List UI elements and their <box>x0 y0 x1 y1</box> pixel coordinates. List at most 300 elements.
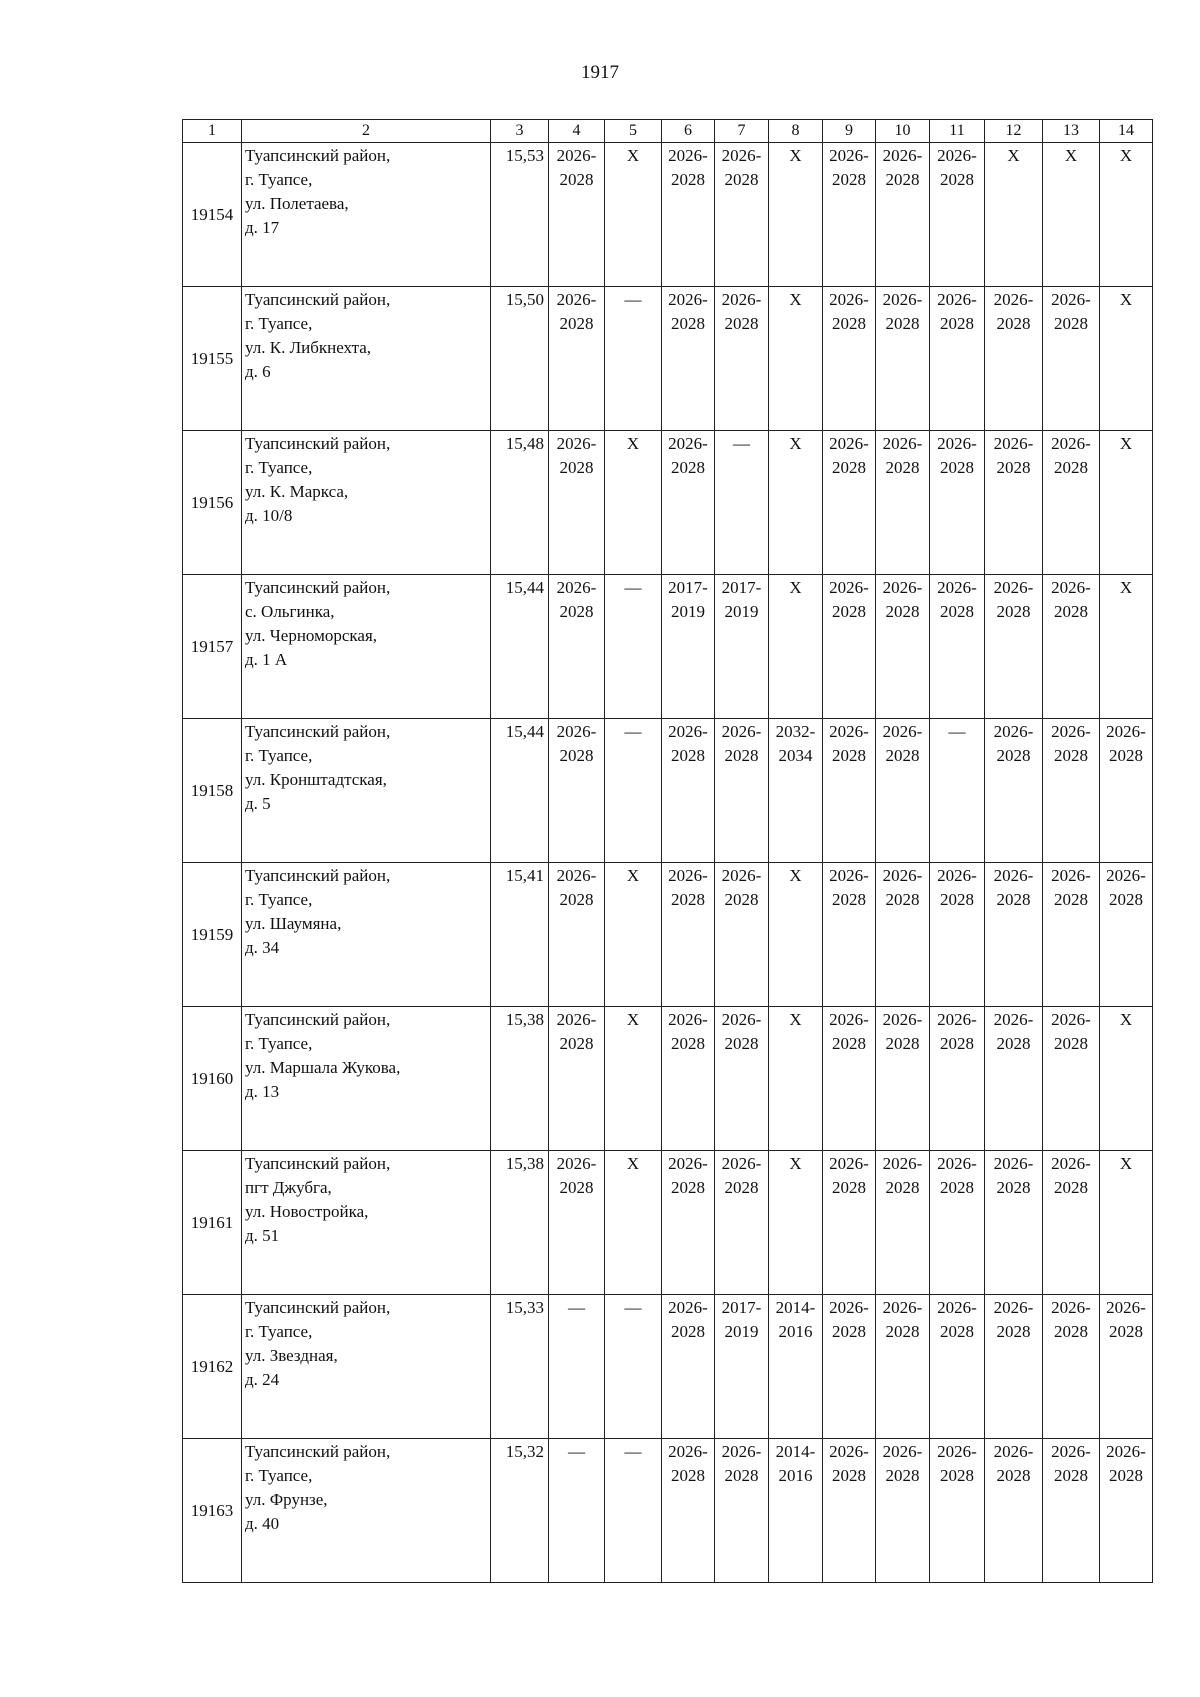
column-header: 3 <box>491 120 549 143</box>
address-line: Туапсинский район, <box>245 290 391 309</box>
cell-value: 15,44 <box>505 578 544 597</box>
cell-value: 2026- 2028 <box>721 1154 762 1197</box>
period-cell <box>985 287 1043 431</box>
period-cell <box>1100 1295 1153 1439</box>
period-cell <box>876 1439 930 1583</box>
period-cell <box>715 863 769 1007</box>
cell-value: Х <box>789 1154 802 1173</box>
table-row <box>183 287 1153 431</box>
period-cell <box>930 863 985 1007</box>
column-header: 11 <box>930 120 985 143</box>
cell-value: 2026- 2028 <box>937 290 977 333</box>
cell-value: 2026- 2028 <box>1106 1442 1146 1485</box>
period-cell <box>769 287 823 431</box>
address-cell <box>242 863 491 1007</box>
cell-value: 2026- 2028 <box>882 722 923 765</box>
address-line: Туапсинский район, <box>245 1298 391 1317</box>
cell-value: Х <box>1119 146 1133 165</box>
period-cell <box>662 143 715 287</box>
cell-value: Х <box>626 1154 640 1173</box>
area-value <box>491 431 549 575</box>
period-cell <box>605 863 662 1007</box>
cell-value: 2026- 2028 <box>993 290 1034 333</box>
period-cell <box>876 1151 930 1295</box>
row-number: 19161 <box>183 1151 242 1295</box>
column-header: 2 <box>242 120 491 143</box>
area-value <box>491 1439 549 1583</box>
cell-value: 15,53 <box>505 146 544 165</box>
address-line: д. 10/8 <box>245 506 293 525</box>
period-cell <box>549 863 605 1007</box>
column-header: 10 <box>876 120 930 143</box>
cell-value: 2026- 2028 <box>829 290 869 333</box>
address-line: г. Туапсе, <box>245 458 313 477</box>
period-cell <box>1100 575 1153 719</box>
cell-value: — <box>568 1298 585 1317</box>
period-cell <box>930 719 985 863</box>
header-row <box>183 120 1153 143</box>
address-line: с. Ольгинка, <box>245 602 335 621</box>
period-cell <box>1100 863 1153 1007</box>
address-cell <box>242 719 491 863</box>
period-cell <box>769 1295 823 1439</box>
cell-value: — <box>624 1442 642 1461</box>
address-line: Туапсинский район, <box>245 1154 391 1173</box>
address-line: ул. Фрунзе, <box>245 1490 328 1509</box>
period-cell <box>715 143 769 287</box>
period-cell <box>876 143 930 287</box>
address-line: ул. К. Либкнехта, <box>245 338 372 357</box>
cell-value: 2026- 2028 <box>1051 290 1091 333</box>
address-cell <box>242 287 491 431</box>
period-cell <box>1043 575 1100 719</box>
address-line: Туапсинский район, <box>245 1442 391 1461</box>
table-row <box>183 143 1153 287</box>
address-cell <box>242 1439 491 1583</box>
cell-value: 2026- 2028 <box>937 1298 977 1341</box>
address-line: д. 6 <box>245 362 271 381</box>
period-cell <box>715 1295 769 1439</box>
period-cell <box>662 1151 715 1295</box>
address-line: Туапсинский район, <box>245 722 391 741</box>
cell-value: Х <box>789 434 802 453</box>
cell-value: 2026- 2028 <box>556 1010 597 1053</box>
cell-value: Х <box>1007 146 1020 165</box>
cell-value: 2026- 2028 <box>1051 1154 1091 1197</box>
period-cell <box>985 719 1043 863</box>
cell-value: 2026- 2028 <box>882 578 923 621</box>
period-cell <box>605 1007 662 1151</box>
cell-value: 2026- 2028 <box>556 434 597 477</box>
cell-value: 2026- 2028 <box>829 434 869 477</box>
cell-value: 2017- 2019 <box>721 578 762 621</box>
period-cell <box>876 1007 930 1151</box>
period-cell <box>715 287 769 431</box>
period-cell <box>930 143 985 287</box>
period-cell <box>823 719 876 863</box>
cell-value: — <box>624 722 642 741</box>
cell-value: 2026- 2028 <box>882 146 923 189</box>
cell-value: 2026- 2028 <box>668 1298 708 1341</box>
period-cell <box>549 1439 605 1583</box>
period-cell <box>823 1439 876 1583</box>
cell-value: 2026- 2028 <box>993 1154 1034 1197</box>
period-cell <box>823 1151 876 1295</box>
period-cell <box>985 143 1043 287</box>
address-line: ул. Маршала Жукова, <box>245 1058 401 1077</box>
address-line: д. 5 <box>245 794 271 813</box>
period-cell <box>549 143 605 287</box>
page-number: 1917 <box>581 62 619 83</box>
period-cell <box>1100 143 1153 287</box>
area-value <box>491 1295 549 1439</box>
address-line: г. Туапсе, <box>245 314 313 333</box>
cell-value: 2026- 2028 <box>993 1298 1034 1341</box>
address-line: д. 24 <box>245 1370 280 1389</box>
row-number: 19155 <box>183 287 242 431</box>
cell-value: 2026- 2028 <box>829 1154 869 1197</box>
row-number: 19157 <box>183 575 242 719</box>
table-row <box>183 431 1153 575</box>
cell-value: 15,32 <box>505 1442 544 1461</box>
cell-value: 2026- 2028 <box>668 1154 708 1197</box>
period-cell <box>605 575 662 719</box>
period-cell <box>1100 1439 1153 1583</box>
period-cell <box>1043 1151 1100 1295</box>
cell-value: 2026- 2028 <box>556 866 597 909</box>
period-cell <box>769 1151 823 1295</box>
cell-value: 2017- 2019 <box>721 1298 762 1341</box>
period-cell <box>605 719 662 863</box>
period-cell <box>769 1007 823 1151</box>
row-number: 19163 <box>183 1439 242 1583</box>
address-line: г. Туапсе, <box>245 170 313 189</box>
cell-value: 2026- 2028 <box>829 722 869 765</box>
cell-value: 2026- 2028 <box>556 146 597 189</box>
cell-value: 15,38 <box>505 1154 544 1173</box>
period-cell <box>605 1295 662 1439</box>
period-cell <box>930 1007 985 1151</box>
cell-value: 2026- 2028 <box>1051 866 1091 909</box>
cell-value: 15,50 <box>505 290 544 309</box>
address-cell <box>242 431 491 575</box>
address-cell <box>242 1007 491 1151</box>
period-cell <box>662 863 715 1007</box>
cell-value: 2026- 2028 <box>829 1442 869 1485</box>
cell-value: — <box>733 434 750 453</box>
cell-value: Х <box>789 290 802 309</box>
cell-value: 2026- 2028 <box>937 146 977 189</box>
address-line: г. Туапсе, <box>245 890 313 909</box>
period-cell <box>1043 431 1100 575</box>
cell-value: 2026- 2028 <box>721 290 762 333</box>
period-cell <box>662 1439 715 1583</box>
period-cell <box>549 287 605 431</box>
column-header: 12 <box>985 120 1043 143</box>
cell-value: Х <box>626 434 640 453</box>
period-cell <box>985 1151 1043 1295</box>
address-line: д. 13 <box>245 1082 280 1101</box>
period-cell <box>985 575 1043 719</box>
period-cell <box>769 143 823 287</box>
period-cell <box>1043 719 1100 863</box>
period-cell <box>1043 1295 1100 1439</box>
cell-value: 2026- 2028 <box>721 146 762 189</box>
address-line: ул. Новостройка, <box>245 1202 369 1221</box>
period-cell <box>715 1007 769 1151</box>
period-cell <box>715 1151 769 1295</box>
area-value <box>491 575 549 719</box>
period-cell <box>930 1439 985 1583</box>
row-number: 19158 <box>183 719 242 863</box>
address-line: г. Туапсе, <box>245 1466 313 1485</box>
address-cell <box>242 1295 491 1439</box>
address-line: ул. Черноморская, <box>245 626 378 645</box>
address-line: Туапсинский район, <box>245 434 391 453</box>
cell-value: 2026- 2028 <box>721 1010 762 1053</box>
cell-value: 2026- 2028 <box>882 866 923 909</box>
period-cell <box>1043 1439 1100 1583</box>
cell-value: 2026- 2028 <box>993 434 1034 477</box>
period-cell <box>823 575 876 719</box>
cell-value: Х <box>1064 146 1078 165</box>
cell-value: 2026- 2028 <box>1051 722 1091 765</box>
column-header: 9 <box>823 120 876 143</box>
cell-value: 2026- 2028 <box>556 1154 597 1197</box>
table-row <box>183 1007 1153 1151</box>
cell-value: 2026- 2028 <box>556 722 597 765</box>
period-cell <box>605 1439 662 1583</box>
cell-value: 2026- 2028 <box>1051 578 1091 621</box>
address-line: ул. К. Маркса, <box>245 482 349 501</box>
cell-value: 2026- 2028 <box>937 434 977 477</box>
cell-value: 2026- 2028 <box>668 1442 708 1485</box>
column-header: 5 <box>605 120 662 143</box>
period-cell <box>1043 143 1100 287</box>
period-cell <box>662 287 715 431</box>
period-cell <box>1043 863 1100 1007</box>
cell-value: 2026- 2028 <box>668 722 708 765</box>
address-line: д. 40 <box>245 1514 280 1533</box>
period-cell <box>662 1007 715 1151</box>
address-line: г. Туапсе, <box>245 1034 313 1053</box>
period-cell <box>662 719 715 863</box>
period-cell <box>1043 287 1100 431</box>
column-header: 6 <box>662 120 715 143</box>
cell-value: — <box>568 1442 585 1461</box>
period-cell <box>985 863 1043 1007</box>
table-row <box>183 863 1153 1007</box>
table-row <box>183 1295 1153 1439</box>
period-cell <box>549 1295 605 1439</box>
period-cell <box>769 863 823 1007</box>
cell-value: 2026- 2028 <box>882 290 923 333</box>
cell-value: 2026- 2028 <box>1051 1442 1091 1485</box>
cell-value: 2026- 2028 <box>668 866 708 909</box>
address-line: Туапсинский район, <box>245 578 391 597</box>
period-cell <box>823 1007 876 1151</box>
cell-value: 2014- 2016 <box>775 1442 816 1485</box>
cell-value: Х <box>789 1010 802 1029</box>
row-number: 19159 <box>183 863 242 1007</box>
column-header: 1 <box>183 120 242 143</box>
cell-value: 2026- 2028 <box>882 1298 923 1341</box>
cell-value: 2026- 2028 <box>668 434 708 477</box>
cell-value: — <box>624 1298 642 1317</box>
cell-value: 2026- 2028 <box>993 722 1034 765</box>
cell-value: Х <box>626 1010 640 1029</box>
address-line: ул. Кронштадтская, <box>245 770 387 789</box>
cell-value: 2026- 2028 <box>993 1010 1034 1053</box>
cell-value: Х <box>626 866 640 885</box>
cell-value: 2032- 2034 <box>775 722 816 765</box>
address-line: ул. Звездная, <box>245 1346 338 1365</box>
period-cell <box>715 575 769 719</box>
row-number: 19156 <box>183 431 242 575</box>
address-cell <box>242 1151 491 1295</box>
address-line: д. 1 А <box>245 650 288 669</box>
area-value <box>491 863 549 1007</box>
housing-table <box>182 119 1153 1583</box>
period-cell <box>662 575 715 719</box>
cell-value: 2026- 2028 <box>1106 866 1146 909</box>
period-cell <box>823 287 876 431</box>
period-cell <box>769 575 823 719</box>
cell-value: Х <box>1119 434 1133 453</box>
cell-value: 2026- 2028 <box>668 290 708 333</box>
period-cell <box>930 287 985 431</box>
period-cell <box>769 431 823 575</box>
period-cell <box>605 1151 662 1295</box>
period-cell <box>930 1295 985 1439</box>
cell-value: 2026- 2028 <box>829 1010 869 1053</box>
address-line: г. Туапсе, <box>245 746 313 765</box>
period-cell <box>605 431 662 575</box>
period-cell <box>662 431 715 575</box>
address-line: Туапсинский район, <box>245 1010 391 1029</box>
address-line: д. 34 <box>245 938 280 957</box>
row-number: 19160 <box>183 1007 242 1151</box>
cell-value: 2026- 2028 <box>721 866 762 909</box>
row-number: 19162 <box>183 1295 242 1439</box>
period-cell <box>876 575 930 719</box>
cell-value: 2026- 2028 <box>937 1154 977 1197</box>
cell-value: 2026- 2028 <box>937 1010 977 1053</box>
cell-value: 2026- 2028 <box>1051 1298 1091 1341</box>
column-header: 14 <box>1100 120 1153 143</box>
period-cell <box>715 1439 769 1583</box>
cell-value: 2014- 2016 <box>775 1298 816 1341</box>
area-value <box>491 287 549 431</box>
period-cell <box>549 1151 605 1295</box>
cell-value: Х <box>789 578 802 597</box>
cell-value: 2026- 2028 <box>993 1442 1034 1485</box>
period-cell <box>605 143 662 287</box>
address-line: д. 51 <box>245 1226 280 1245</box>
period-cell <box>662 1295 715 1439</box>
cell-value: 2026- 2028 <box>1106 722 1146 765</box>
cell-value: 2026- 2028 <box>1051 434 1091 477</box>
period-cell <box>823 863 876 1007</box>
cell-value: — <box>624 290 642 309</box>
cell-value: 2026- 2028 <box>829 866 869 909</box>
period-cell <box>1100 1007 1153 1151</box>
cell-value: Х <box>1119 578 1133 597</box>
address-line: пгт Джубга, <box>245 1178 332 1197</box>
cell-value: 2026- 2028 <box>556 290 597 333</box>
address-cell <box>242 143 491 287</box>
cell-value: 2026- 2028 <box>829 146 869 189</box>
cell-value: 2026- 2028 <box>882 1442 923 1485</box>
column-header: 7 <box>715 120 769 143</box>
cell-value: 15,48 <box>505 434 544 453</box>
period-cell <box>769 1439 823 1583</box>
period-cell <box>823 1295 876 1439</box>
period-cell <box>985 1007 1043 1151</box>
cell-value: Х <box>626 146 640 165</box>
address-line: Туапсинский район, <box>245 146 391 165</box>
address-cell <box>242 575 491 719</box>
table-row <box>183 575 1153 719</box>
area-value <box>491 1007 549 1151</box>
period-cell <box>985 1295 1043 1439</box>
address-line: Туапсинский район, <box>245 866 391 885</box>
period-cell <box>876 1295 930 1439</box>
cell-value: 2026- 2028 <box>668 1010 708 1053</box>
cell-value: 2026- 2028 <box>829 578 869 621</box>
period-cell <box>930 431 985 575</box>
row-number: 19154 <box>183 143 242 287</box>
period-cell <box>823 143 876 287</box>
address-line: г. Туапсе, <box>245 1322 313 1341</box>
period-cell <box>549 719 605 863</box>
address-line: д. 17 <box>245 218 280 237</box>
cell-value: 2026- 2028 <box>993 866 1034 909</box>
cell-value: 15,33 <box>505 1298 544 1317</box>
area-value <box>491 719 549 863</box>
cell-value: 2026- 2028 <box>937 866 977 909</box>
cell-value: 2026- 2028 <box>829 1298 869 1341</box>
cell-value: 2026- 2028 <box>1051 1010 1091 1053</box>
area-value <box>491 143 549 287</box>
cell-value: 2026- 2028 <box>882 434 923 477</box>
address-line: ул. Шаумяна, <box>245 914 342 933</box>
period-cell <box>769 719 823 863</box>
table-row <box>183 719 1153 863</box>
cell-value: 2026- 2028 <box>721 1442 762 1485</box>
cell-value: 2026- 2028 <box>1106 1298 1146 1341</box>
period-cell <box>1100 1151 1153 1295</box>
cell-value: 15,38 <box>505 1010 544 1029</box>
cell-value: Х <box>1119 1154 1133 1173</box>
cell-value: Х <box>789 866 802 885</box>
column-header: 8 <box>769 120 823 143</box>
period-cell <box>930 1151 985 1295</box>
period-cell <box>549 431 605 575</box>
period-cell <box>876 287 930 431</box>
period-cell <box>1100 431 1153 575</box>
cell-value: Х <box>789 146 802 165</box>
cell-value: 2017- 2019 <box>668 578 708 621</box>
period-cell <box>715 431 769 575</box>
period-cell <box>605 287 662 431</box>
cell-value: Х <box>1119 1010 1133 1029</box>
period-cell <box>930 575 985 719</box>
cell-value: 2026- 2028 <box>993 578 1034 621</box>
column-header: 4 <box>549 120 605 143</box>
period-cell <box>876 863 930 1007</box>
period-cell <box>985 1439 1043 1583</box>
